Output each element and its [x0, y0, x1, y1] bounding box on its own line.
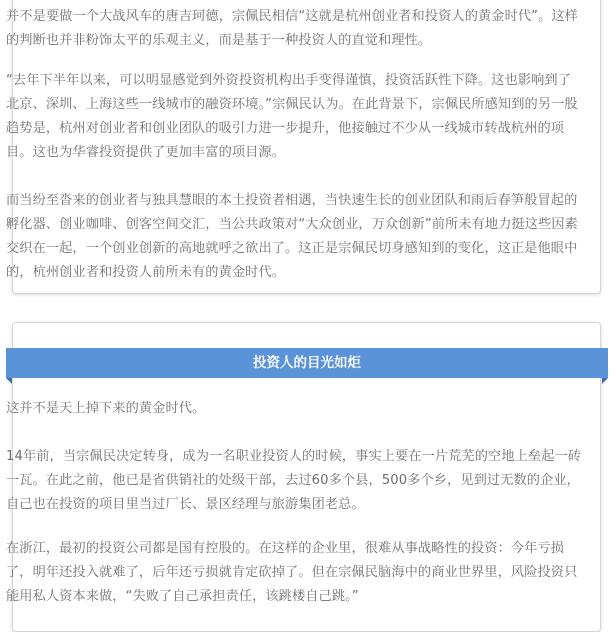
paragraph-innovation-highland: 而当纷至沓来的创业者与独具慧眼的本土投资者相遇，当快速生长的创业团队和雨后春笋般冒起的孵化器、创业咖啡、创客空间交汇，当公共政策对“大众创业，万众创新”前所未有地力挺这些因素交织在一起，一个创业创新的高地就呼之欲出了。这正是宗佩民切身感知到的变化，这正是他眼中的，杭州创业者和投资人前所未有的黄金时代。 [6, 193, 578, 280]
section-heading: 投资人的目光如炬 [6, 348, 608, 378]
paragraph-fourteen-years: 14年前，当宗佩民决定转身，成为一名职业投资人的时候，事实上要在一片荒芜的空地上垒起一砖一瓦。在此之前，他已是省供销社的处级干部，去过60多个县，500多个乡，见到过无数的企业，自己也在投资的项目里当过厂长、景区经理与旅游集团老总。 [6, 449, 582, 512]
banner-fold-left [6, 378, 12, 384]
banner-fold-right [602, 378, 608, 384]
paragraph-golden-age: 并不是要做一个大战风车的唐吉珂德，宗佩民相信“这就是杭州创业者和投资人的黄金时代”。这样的判断也并非粉饰太平的乐观主义，而是基于一种投资人的直觉和理性。 [6, 9, 578, 48]
paragraph-foreign-capital: “去年下半年以来，可以明显感觉到外资投资机构出手变得谨慎，投资活跃性下降。这也影响到了北京、深圳、上海这些一线城市的融资环境。”宗佩民认为。在此背景下，宗佩民所感知到的另一股趋势是，杭州对创业者和创业团队的吸引力进一步提升，他接触过不少从一线城市转战杭州的项目。这也为华睿投资提供了更加丰富的项目源。 [6, 73, 578, 160]
paragraph-zhejiang: 在浙江，最初的投资公司都是国有控股的。在这样的企业里，很难从事战略性的投资：今年亏损了，明年还投入就难了，后年还亏损就肯定砍掉了。但在宗佩民脑海中的商业世界里，风险投资只能用私人资本来做，“失败了自己承担责任，该跳楼自己跳。” [6, 541, 578, 604]
paragraph-not-from-sky: 这并不是天上掉下来的黄金时代。 [6, 401, 206, 416]
